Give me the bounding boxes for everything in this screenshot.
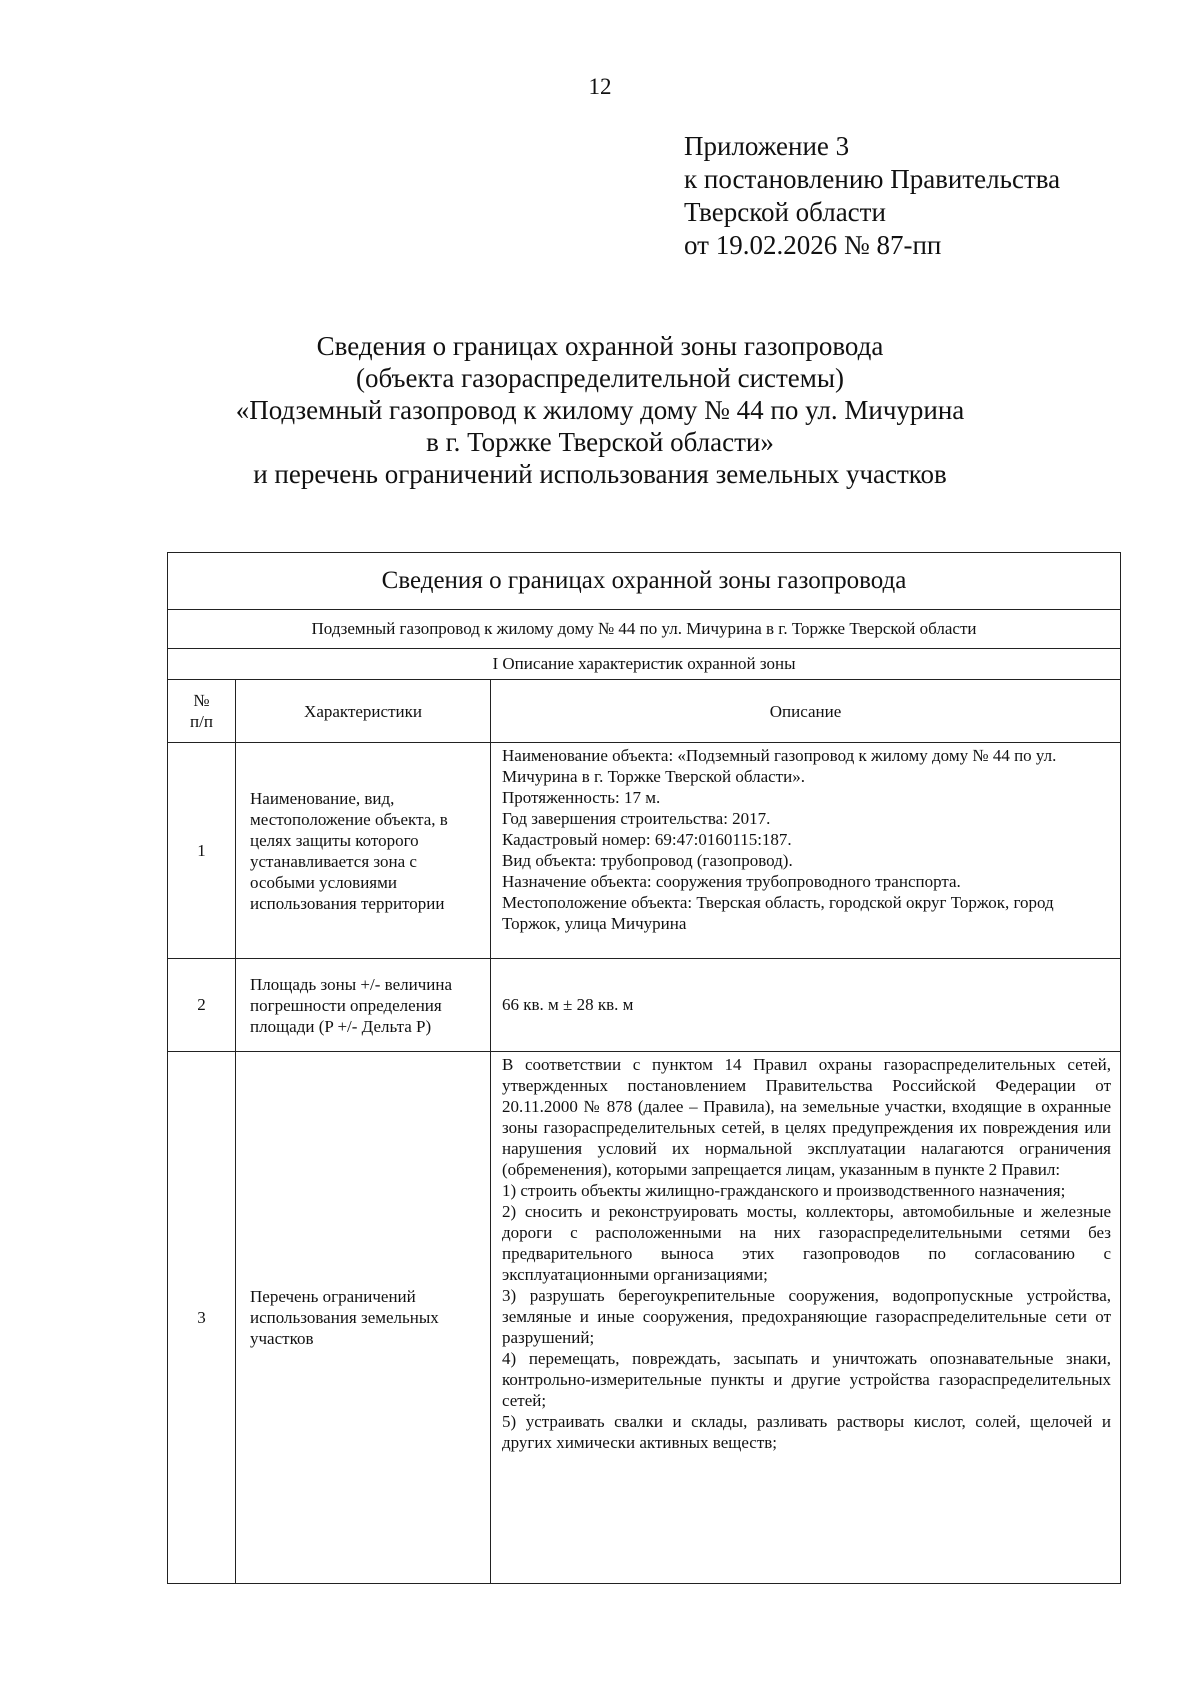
row-characteristic: Наименование, вид, местоположение объекта, в целях защиты которого устанавливается зона с особыми условиями использования территории bbox=[236, 743, 491, 959]
header-num-line2: п/п bbox=[190, 712, 213, 731]
description-line: Наименование объекта: «Подземный газопровод к жилому дому № 44 по ул. Мичурина в г. Торжке Тверской области». bbox=[502, 746, 1057, 786]
restriction-item: 2) сносить и реконструировать мосты, коллекторы, автомобильные и железные дороги с расположенными на них газораспределительными сетями без предварительного выноса этих газопроводов по согласованию с эксплуатационными организациями; bbox=[502, 1202, 1112, 1284]
description-line: Вид объекта: трубопровод (газопровод). bbox=[502, 851, 793, 870]
table-section-title: I Описание характеристик охранной зоны bbox=[168, 649, 1121, 680]
table-row bbox=[168, 959, 1121, 1052]
restriction-item: 1) строить объекты жилищно-гражданского и производственного назначения; bbox=[502, 1181, 1066, 1200]
title-line: и перечень ограничений использования земельных участков bbox=[253, 459, 947, 489]
restriction-paragraph: В соответствии с пунктом 14 Правил охраны газораспределительных сетей, утвержденных постановлением Правительства Российской Федерации от 20.11.2000 № 878 (далее – Правила), на земельные участки, входящие в охранные зоны газораспределительных сетей, в целях предупреждения их повреждения или нарушения условий их нормальной эксплуатации налагаются ограничения (обременения), которыми запрещается лицам, указанным в пункте 2 Правил: bbox=[502, 1055, 1112, 1179]
appendix-line: от 19.02.2026 № 87-пп bbox=[684, 230, 942, 260]
row-number: 3 bbox=[168, 1052, 236, 1584]
description-line: Назначение объекта: сооружения трубопроводного транспорта. bbox=[502, 872, 961, 891]
title-line: Сведения о границах охранной зоны газопровода bbox=[316, 331, 884, 361]
restriction-item: 5) устраивать свалки и склады, разливать растворы кислот, солей, щелочей и других химически активных веществ; bbox=[502, 1412, 1112, 1452]
title-line: «Подземный газопровод к жилому дому № 44 по ул. Мичурина bbox=[235, 395, 965, 425]
row-characteristic: Площадь зоны +/- величина погрешности определения площади (P +/- Дельта P) bbox=[236, 959, 491, 1052]
appendix-block bbox=[684, 130, 1060, 262]
page-number: 12 bbox=[588, 74, 612, 99]
title-line: (объекта газораспределительной системы) bbox=[355, 363, 845, 393]
table-subcaption: Подземный газопровод к жилому дому № 44 по ул. Мичурина в г. Торжке Тверской области bbox=[168, 610, 1121, 649]
table-row bbox=[168, 1052, 1121, 1584]
row-description bbox=[491, 743, 1121, 959]
header-num-line1: № bbox=[193, 691, 210, 710]
header-num bbox=[168, 680, 236, 743]
description-line: Местоположение объекта: Тверская область, городской округ Торжок, город Торжок, улица Мичурина bbox=[502, 893, 1054, 933]
table-caption: Сведения о границах охранной зоны газопровода bbox=[168, 553, 1121, 610]
table-header-row bbox=[168, 680, 1121, 743]
description-line: Год завершения строительства: 2017. bbox=[502, 809, 771, 828]
description-line: Протяженность: 17 м. bbox=[502, 788, 661, 807]
appendix-line: Приложение 3 bbox=[684, 131, 850, 161]
row-description: 66 кв. м ± 28 кв. м bbox=[491, 959, 1121, 1052]
restriction-item: 4) перемещать, повреждать, засыпать и уничтожать опознавательные знаки, контрольно-измерительные пункты и другие устройства газораспределительных сетей; bbox=[502, 1349, 1112, 1410]
row-number: 1 bbox=[168, 743, 236, 959]
row-number: 2 bbox=[168, 959, 236, 1052]
description-line: Кадастровый номер: 69:47:0160115:187. bbox=[502, 830, 792, 849]
table-subcaption-row bbox=[168, 610, 1121, 649]
document-title bbox=[0, 330, 1200, 490]
appendix-line: Тверской области bbox=[684, 197, 886, 227]
restriction-item: 3) разрушать берегоукрепительные сооружения, водопропускные устройства, земляные и иные сооружения, предохраняющие газораспределительные сети от разрушений; bbox=[502, 1286, 1112, 1347]
header-characteristics: Характеристики bbox=[236, 680, 491, 743]
row-characteristic: Перечень ограничений использования земельных участков bbox=[236, 1052, 491, 1584]
zone-info-table bbox=[167, 552, 1121, 1584]
header-description: Описание bbox=[491, 680, 1121, 743]
appendix-line: к постановлению Правительства bbox=[684, 164, 1061, 194]
table-row bbox=[168, 743, 1121, 959]
title-line: в г. Торжке Тверской области» bbox=[426, 427, 774, 457]
table-caption-row bbox=[168, 553, 1121, 610]
row-description bbox=[491, 1052, 1121, 1584]
table-section-row bbox=[168, 649, 1121, 680]
